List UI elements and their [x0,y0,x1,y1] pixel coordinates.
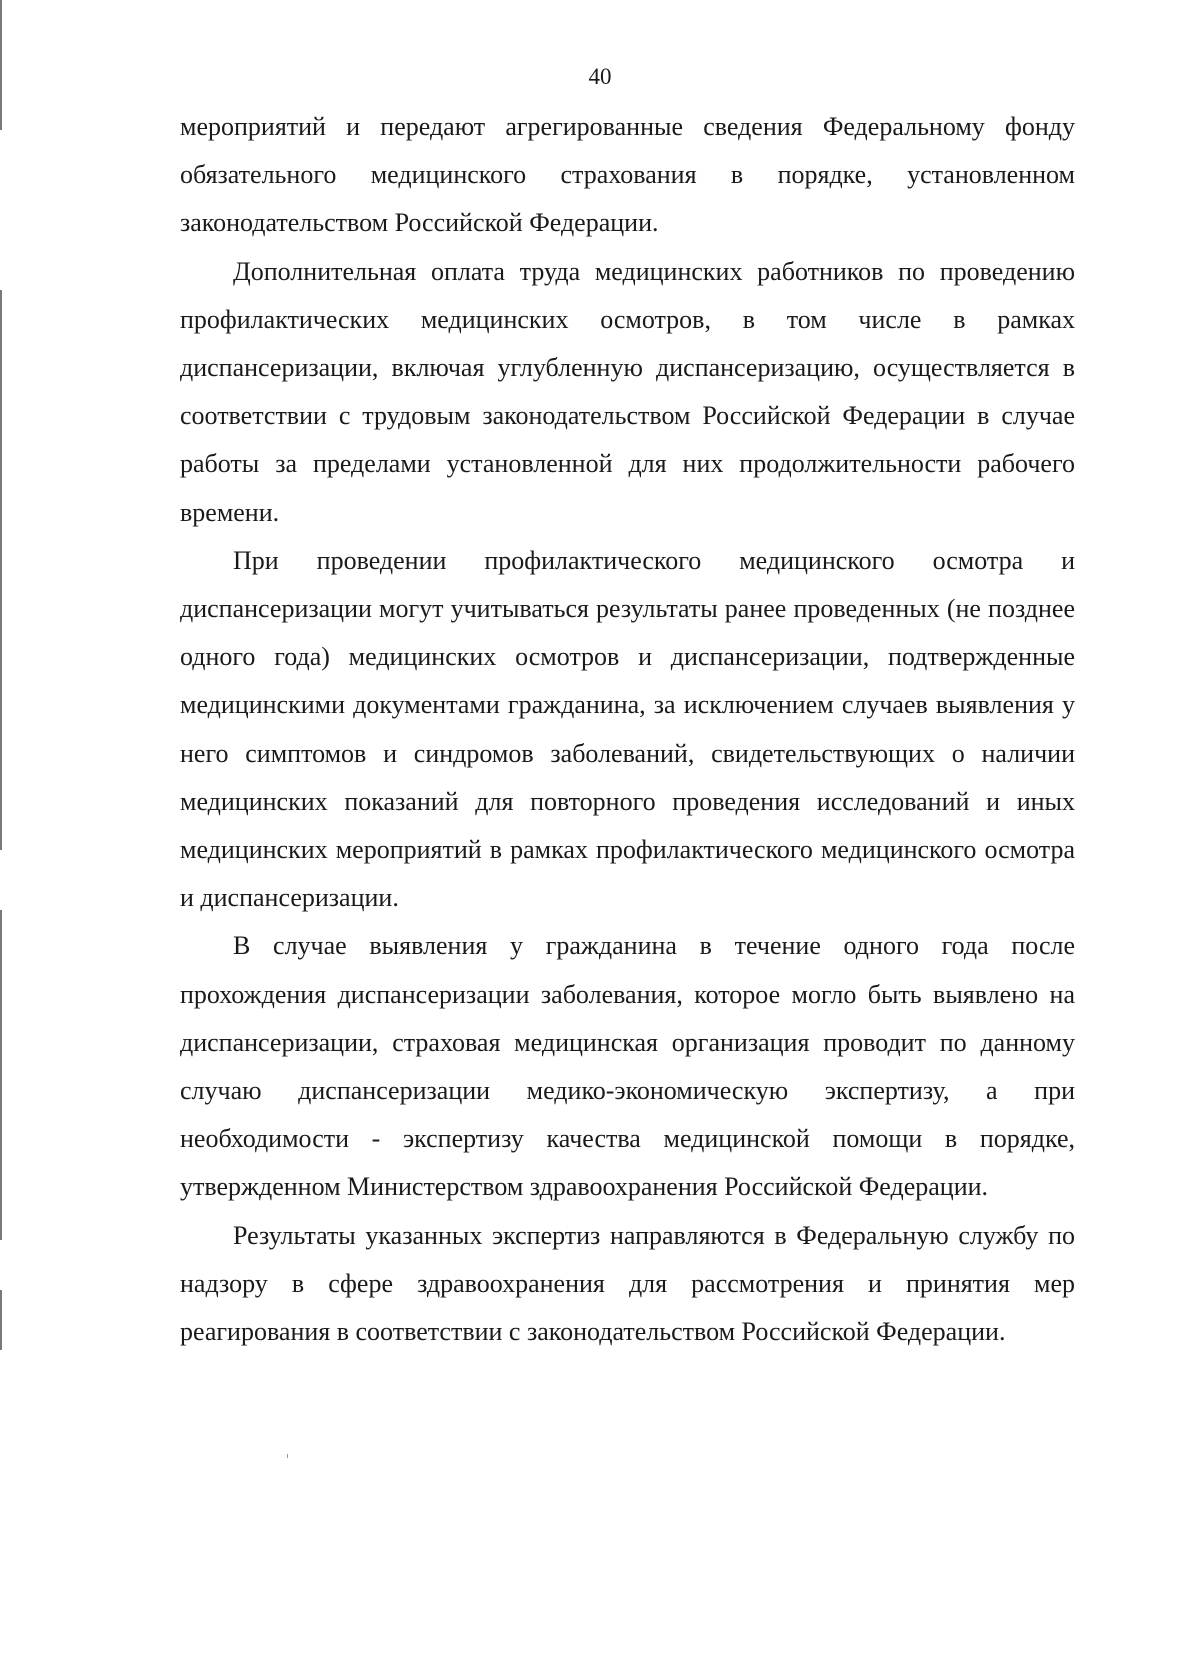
paragraph-continuation: мероприятий и передают агрегированные сведения Федеральному фонду обязательного медицинского страхования в порядке, установленном законодательством Российской Федерации. [180,112,1075,238]
paragraph-additional-pay: Дополнительная оплата труда медицинских работников по проведению профилактических медицинских осмотров, в том числе в рамках диспансеризации, включая углубленную диспансеризацию, осуществляется в соответствии с трудовым законодательством Российской Федерации в случае работы за пределами установленной для них продолжительности рабочего времени. [180,256,1075,527]
paragraph-expert-review: В случае выявления у гражданина в течение одного года после прохождения диспансеризации заболевания, которое могло быть выявлено на диспансеризации, страховая медицинская организация проводит по данному случаю диспансеризации медико-экономическую экспертизу, а при необходимости - экспертизу качества медицинской помощи в порядке, утвержденном Министерством здравоохранения Российской Федерации. [180,931,1075,1202]
page-number: 40 [588,64,612,89]
paragraph-review-results: Результаты указанных экспертиз направляются в Федеральную службу по надзору в сфере здравоохранения для рассмотрения и принятия мер реагирования в соответствии с законодательством Российской Федерации. [180,1220,1075,1347]
scan-edge-mark [0,910,2,1240]
scan-edge-mark [0,1290,2,1350]
paragraph-prior-results: При проведении профилактического медицинского осмотра и диспансеризации могут учитываться результаты ранее проведенных (не позднее одного года) медицинских осмотров и диспансеризации, подтвержденные медицинскими документами гражданина, за исключением случаев выявления у него симптомов и синдромов заболеваний, свидетельствующих о наличии медицинских показаний для повторного проведения исследований и иных медицинских мероприятий в рамках профилактического медицинского осмотра и диспансеризации. [180,545,1075,913]
scan-edge-mark [0,290,2,850]
document-body [180,103,1075,1356]
scan-edge-mark [0,0,2,130]
scan-dust-mark [287,1454,288,1458]
